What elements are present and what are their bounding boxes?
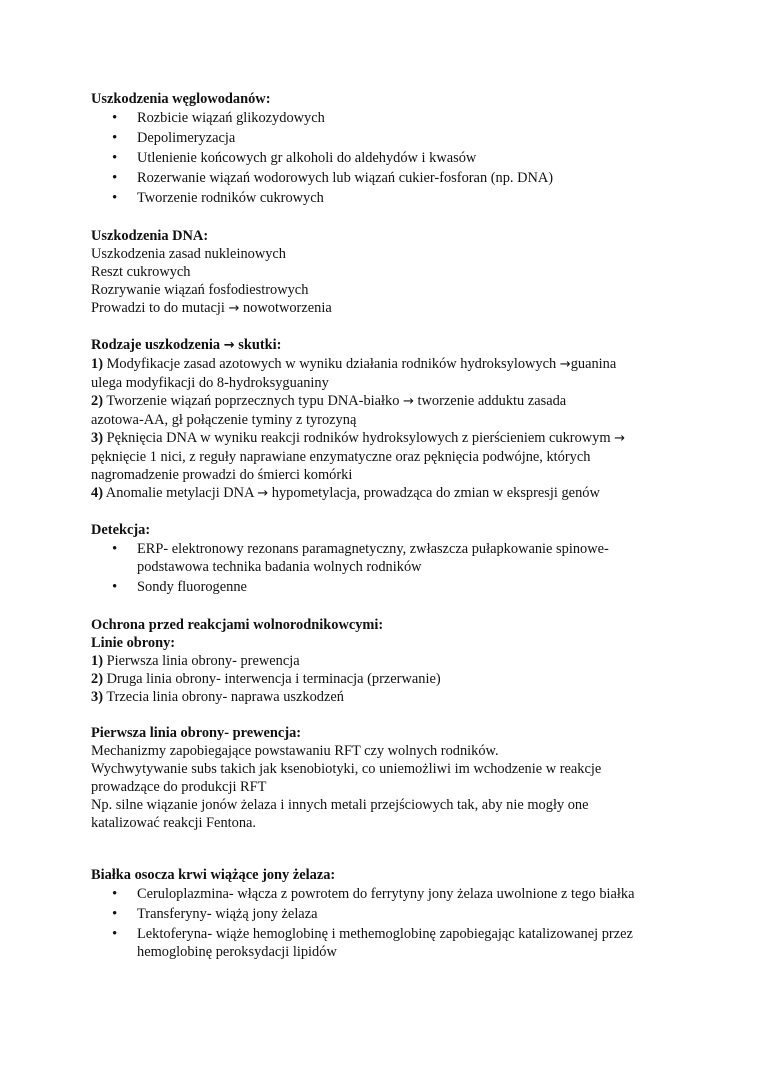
text-line: hemoglobinę peroksydacji lipidów [137, 944, 337, 960]
text-span: Pęknięcia DNA w wyniku reakcji rodników hydroksylowych z pierścieniem cukrowym [103, 430, 615, 446]
heading-text: skutki: [234, 337, 282, 353]
section-heading: Pierwsza linia obrony- prewencja: [91, 725, 302, 741]
section-heading: Uszkodzenia DNA: [91, 228, 209, 244]
text-line: Wychwytywanie subs takich jak ksenobiotyki, co uniemożliwi im wchodzenie w reakcje [91, 761, 602, 777]
section-heading: Uszkodzenia węglowodanów: [91, 91, 271, 107]
text-line: nagromadzenie prowadzi do śmierci komórki [91, 467, 353, 483]
text-span: guanina [570, 356, 617, 372]
text-span: Modyfikacje zasad azotowych w wyniku działania rodników hydroksylowych [103, 356, 560, 372]
text-span: Prowadzi to do mutacji [91, 300, 229, 316]
text-line: • Lektoferyna- wiąże hemoglobinę i methemoglobinę zapobiegając katalizowanej przez [137, 926, 633, 942]
text-span: Pierwsza linia obrony- prewencja [103, 653, 300, 669]
bullet-list [91, 540, 681, 596]
section-subheading: Linie obrony: [91, 635, 176, 651]
section-protection [91, 616, 681, 706]
text-line [91, 652, 681, 670]
list-item: • Transferyny- wiążą jony żelaza [91, 905, 681, 923]
text-line: Uszkodzenia zasad nukleinowych [91, 246, 287, 262]
text-line: prowadzące do produkcji RFT [91, 779, 267, 795]
section-damage-types [91, 336, 681, 503]
arrow-right-icon: → [403, 394, 414, 409]
item-number: 1) [91, 653, 103, 669]
text-line [91, 688, 681, 706]
text-line [91, 484, 681, 503]
list-item: • Tworzenie rodników cukrowych [91, 189, 681, 207]
heading-text: Rodzaje uszkodzenia [91, 337, 224, 353]
bullet-list [91, 885, 681, 961]
list-item: • Depolimeryzacja [91, 129, 681, 147]
text-line [91, 670, 681, 688]
item-number: 3) [91, 430, 103, 446]
list-item: • Ceruloplazmina- włącza z powrotem do ferrytyny jony żelaza uwolnione z tego białka [91, 885, 681, 903]
list-item: • Utlenienie końcowych gr alkoholi do aldehydów i kwasów [91, 149, 681, 167]
section-detection [91, 521, 681, 596]
text-line: podstawowa technika badania wolnych rodników [137, 559, 422, 575]
list-item: • Rozbicie wiązań glikozydowych [91, 109, 681, 127]
section-carbohydrate-damage [91, 90, 681, 207]
section-heading: Ochrona przed reakcjami wolnorodnikowcymi: [91, 617, 384, 633]
text-span: Trzecia linia obrony- naprawa uszkodzeń [103, 689, 344, 705]
list-item [91, 925, 681, 961]
text-span: Druga linia obrony- interwencja i terminacja (przerwanie) [103, 671, 441, 687]
section-dna-damage [91, 227, 681, 318]
text-line [91, 355, 681, 374]
text-line: katalizować reakcji Fentona. [91, 815, 257, 831]
section-first-line [91, 724, 681, 832]
arrow-right-icon: → [614, 431, 626, 446]
item-number: 4) [91, 485, 103, 501]
arrow-right-icon: → [257, 486, 269, 501]
text-line: Rozrywanie wiązań fosfodiestrowych [91, 282, 309, 298]
text-line: Reszt cukrowych [91, 264, 191, 280]
arrow-right-icon: → [228, 301, 240, 316]
text-span: tworzenie adduktu zasada [413, 393, 567, 409]
text-span: nowotworzenia [239, 300, 332, 316]
text-line: azotowa-AA, gł połączenie tyminy z tyrozyną [91, 412, 357, 428]
text-line: Np. silne wiązanie jonów żelaza i innych metali przejściowych tak, aby nie mogły one [91, 797, 589, 813]
text-line [91, 299, 681, 318]
item-number: 2) [91, 671, 103, 687]
text-line: pęknięcie 1 nici, z reguły naprawiane enzymatyczne oraz pęknięcia podwójne, których [91, 449, 591, 465]
document-content [91, 90, 681, 963]
text-line [91, 392, 681, 411]
text-span: hypometylacja, prowadząca do zmian w ekspresji genów [268, 485, 600, 501]
list-item [91, 540, 681, 576]
section-heading: Detekcja: [91, 522, 151, 538]
section-heading: Białka osocza krwi wiążące jony żelaza: [91, 867, 336, 883]
text-line [91, 429, 681, 448]
text-span: Anomalie metylacji DNA [103, 485, 258, 501]
list-item: • Rozerwanie wiązań wodorowych lub wiązań cukier-fosforan (np. DNA) [91, 169, 681, 187]
section-iron-binding-proteins [91, 866, 681, 961]
item-number: 1) [91, 356, 103, 372]
list-item: • Sondy fluorogenne [91, 578, 681, 596]
item-number: 2) [91, 393, 103, 409]
text-line: • ERP- elektronowy rezonans paramagnetyczny, zwłaszcza pułapkowanie spinowe- [137, 541, 609, 557]
bullet-list [91, 109, 681, 207]
text-span: Tworzenie wiązań poprzecznych typu DNA-białko [103, 393, 404, 409]
text-line: Mechanizmy zapobiegające powstawaniu RFT czy wolnych rodników. [91, 743, 499, 759]
item-number: 3) [91, 689, 103, 705]
arrow-right-icon: → [559, 357, 571, 372]
arrow-right-icon: → [223, 338, 235, 353]
section-heading [91, 336, 681, 355]
text-line: ulega modyfikacji do 8-hydroksyguaniny [91, 375, 329, 391]
